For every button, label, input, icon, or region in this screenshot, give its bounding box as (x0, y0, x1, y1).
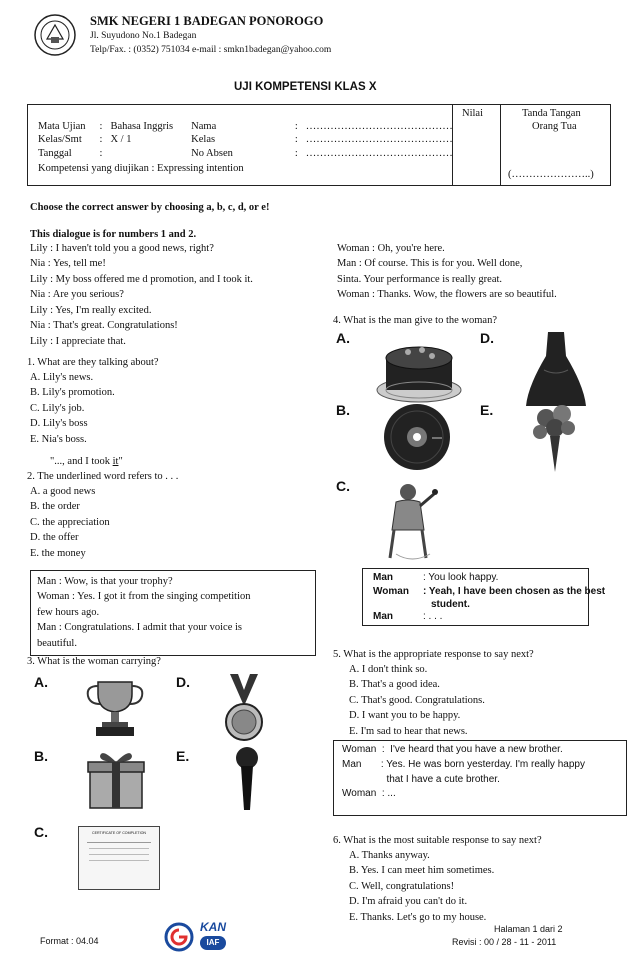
instruction: Choose the correct answer by choosing a, b, c, d, or e! (30, 202, 270, 213)
kelas-smt-label: Kelas/Smt (38, 134, 82, 146)
nama-label: Nama (191, 121, 217, 132)
dialog-line: Lily : I haven't told you a good news, right? (30, 243, 214, 254)
certification-logo (164, 922, 194, 952)
dialog-line: Man : Yes. He was born yesterday. I'm really happy (342, 758, 585, 770)
answer-option-e[interactable]: E. I'm sad to hear that news. (349, 725, 468, 737)
answer-option-e[interactable]: E. Nia's boss. (30, 433, 87, 445)
answer-option-d[interactable]: D. Lily's boss (30, 418, 88, 430)
school-logo (33, 13, 77, 57)
dialog-line: : You look happy. (423, 572, 499, 583)
gift-box-picture[interactable] (84, 748, 148, 810)
q5-options (349, 663, 485, 738)
q2-quote: "..., and I took it" (50, 456, 123, 467)
q3-label-d: D. (176, 674, 190, 690)
nilai-divider-right (500, 104, 501, 186)
answer-option-c[interactable]: C. Lily's job. (30, 402, 85, 414)
answer-option-e[interactable]: E. the money (30, 547, 86, 559)
dialog-line: Nia : That's great. Congratulations! (30, 320, 178, 332)
q3-label-e: E. (176, 748, 190, 764)
q4-label-b: B. (336, 402, 350, 418)
q1-options (30, 371, 115, 446)
tanggal-label: Tanggal (38, 147, 72, 159)
dialog-line: Man : Wow, is that your trophy? (37, 576, 173, 587)
school-address: Jl. Suyudono No.1 Badegan (90, 31, 197, 41)
page-number: Halaman 1 dari 2 (494, 924, 563, 934)
flower-bouquet-picture[interactable] (530, 402, 580, 474)
q2-stem: 2. The underlined word refers to . . . (27, 471, 179, 482)
certificate-picture[interactable] (78, 826, 160, 890)
dialog-line: Woman : Thanks. Wow, the flowers are so beautiful. (337, 289, 557, 301)
medal-picture[interactable] (218, 672, 270, 744)
q3-label-a: A. (34, 674, 48, 690)
dialog-line: student. (431, 599, 470, 610)
dialog-line: Woman : ... (342, 788, 396, 800)
answer-option-d[interactable]: D. I'm afraid you can't do it. (349, 896, 468, 908)
dialog5-box (362, 568, 606, 626)
underlined-word: it (112, 456, 119, 467)
revision: Revisi : 00 / 28 - 11 - 2011 (452, 937, 557, 947)
nama-field[interactable]: …………………………………… (305, 121, 453, 132)
answer-option-b[interactable]: B. Lily's promotion. (30, 387, 115, 399)
ttd-signature-field[interactable]: (…………………..) (508, 169, 594, 180)
q4-label-a: A. (336, 330, 350, 346)
dialog-line: Nia : Yes, tell me! (30, 258, 106, 270)
singer-woman-picture[interactable] (382, 480, 444, 566)
school-name: SMK NEGERI 1 BADEGAN PONOROGO (90, 14, 324, 28)
dialog3-box (30, 570, 316, 656)
answer-option-c[interactable]: C. That's good. Congratulations. (349, 694, 485, 706)
q4-stem: 4. What is the man give to the woman? (333, 315, 497, 326)
kelas-label: Kelas (191, 134, 216, 146)
answer-option-e[interactable]: E. Thanks. Let's go to my house. (349, 911, 487, 923)
cake-picture[interactable] (372, 332, 466, 406)
ttd-label-1: Tanda Tangan (522, 108, 581, 119)
dialog4 (337, 242, 557, 302)
answer-option-c[interactable]: C. Well, congratulations! (349, 880, 455, 892)
dialog-line: beautiful. (37, 637, 77, 649)
dialog-line: Man : Congratulations. I admit that your voice is (37, 622, 243, 634)
mata-ujian-label: Mata Ujian (38, 121, 86, 132)
school-contact: Telp/Fax. : (0352) 751034 e-mail : smkn1badegan@yahoo.com (90, 45, 332, 55)
answer-option-a[interactable]: A. I don't think so. (349, 664, 428, 675)
answer-option-b[interactable]: B. the order (30, 501, 80, 513)
dialog-line: few hours ago. (37, 606, 100, 618)
dialog-line: Woman : I've heard that you have a new brother. (342, 744, 563, 755)
certificate-title: CERTIFICATE OF COMPLETION (92, 831, 146, 835)
q1-stem: 1. What are they talking about? (27, 357, 159, 368)
answer-option-a[interactable]: A. Lily's news. (30, 372, 94, 383)
iaf-logo: IAF (200, 936, 226, 950)
dialog-line: Lily : Yes, I'm really excited. (30, 304, 152, 316)
kelas-field[interactable]: …………………………………… (305, 134, 453, 146)
kompetensi-text: Kompetensi yang diujikan : Expressing intention (38, 163, 244, 174)
dialog-line: Lily : I appreciate that. (30, 335, 126, 347)
kelas-smt-value: X / 1 (110, 134, 132, 146)
answer-option-a[interactable]: A. Thanks anyway. (349, 850, 430, 861)
mata-ujian-value: Bahasa Inggris (110, 121, 174, 132)
dialog1-heading: This dialogue is for numbers 1 and 2. (30, 229, 197, 240)
microphone-picture[interactable] (234, 746, 260, 812)
dialog6-box (333, 740, 627, 816)
q6-options (349, 849, 494, 924)
no-absen-field[interactable]: …………………………………… (305, 147, 453, 159)
kan-logo: KAN (200, 920, 226, 934)
dialog1 (30, 242, 253, 348)
dialog-line: Man : Of course. This is for you. Well done, (337, 258, 523, 270)
trophy-picture[interactable] (80, 676, 150, 738)
cd-disc-picture[interactable] (382, 402, 452, 472)
q5-stem: 5. What is the appropriate response to say next? (333, 649, 534, 660)
nilai-label: Nilai (462, 108, 483, 119)
answer-option-b[interactable]: B. That's a good idea. (349, 679, 440, 691)
dress-picture[interactable] (524, 330, 588, 408)
info-rows: Mata Ujian : Bahasa Inggris Nama : …………………………………… Kelas/Smt : X / 1 Kelas : …………………………………… Tanggal : No Absen : …………………………………… (34, 120, 457, 160)
dialog-speaker: Woman (373, 586, 409, 597)
q3-stem: 3. What is the woman carrying? (27, 656, 161, 667)
q4-label-e: E. (480, 402, 494, 418)
dialog-line: Woman : Yes. I got it from the singing competition (37, 591, 251, 603)
ttd-label-2: Orang Tua (532, 121, 577, 132)
q3-label-c: C. (34, 824, 48, 840)
q6-stem: 6. What is the most suitable response to say next? (333, 835, 542, 846)
answer-option-b[interactable]: B. Yes. I can meet him sometimes. (349, 865, 495, 877)
dialog-line: Nia : Are you serious? (30, 289, 124, 301)
q4-label-d: D. (480, 330, 494, 346)
dialog-line: Sinta. Your performance is really great. (337, 273, 503, 285)
q4-label-c: C. (336, 478, 350, 494)
answer-option-a[interactable]: A. a good news (30, 486, 96, 497)
q2-options (30, 485, 110, 560)
dialog-line: Woman : Oh, you're here. (337, 243, 445, 254)
answer-option-d[interactable]: D. I want you to be happy. (349, 710, 461, 722)
format-code: Format : 04.04 (40, 936, 99, 946)
q3-label-b: B. (34, 748, 48, 764)
exam-title: UJI KOMPETENSI KLAS X (234, 81, 377, 93)
no-absen-label: No Absen (191, 147, 233, 159)
answer-option-c[interactable]: C. the appreciation (30, 516, 110, 528)
answer-option-d[interactable]: D. the offer (30, 532, 79, 544)
dialog-line: : . . . (423, 611, 443, 622)
dialog-line: Lily : My boss offered me d promotion, and I took it. (30, 273, 253, 285)
dialog-line: : Yeah, I have been chosen as the best (423, 586, 606, 597)
dialog-line: that I have a cute brother. (342, 773, 500, 785)
dialog-speaker: Man (373, 611, 393, 622)
dialog-speaker: Man (373, 572, 393, 583)
